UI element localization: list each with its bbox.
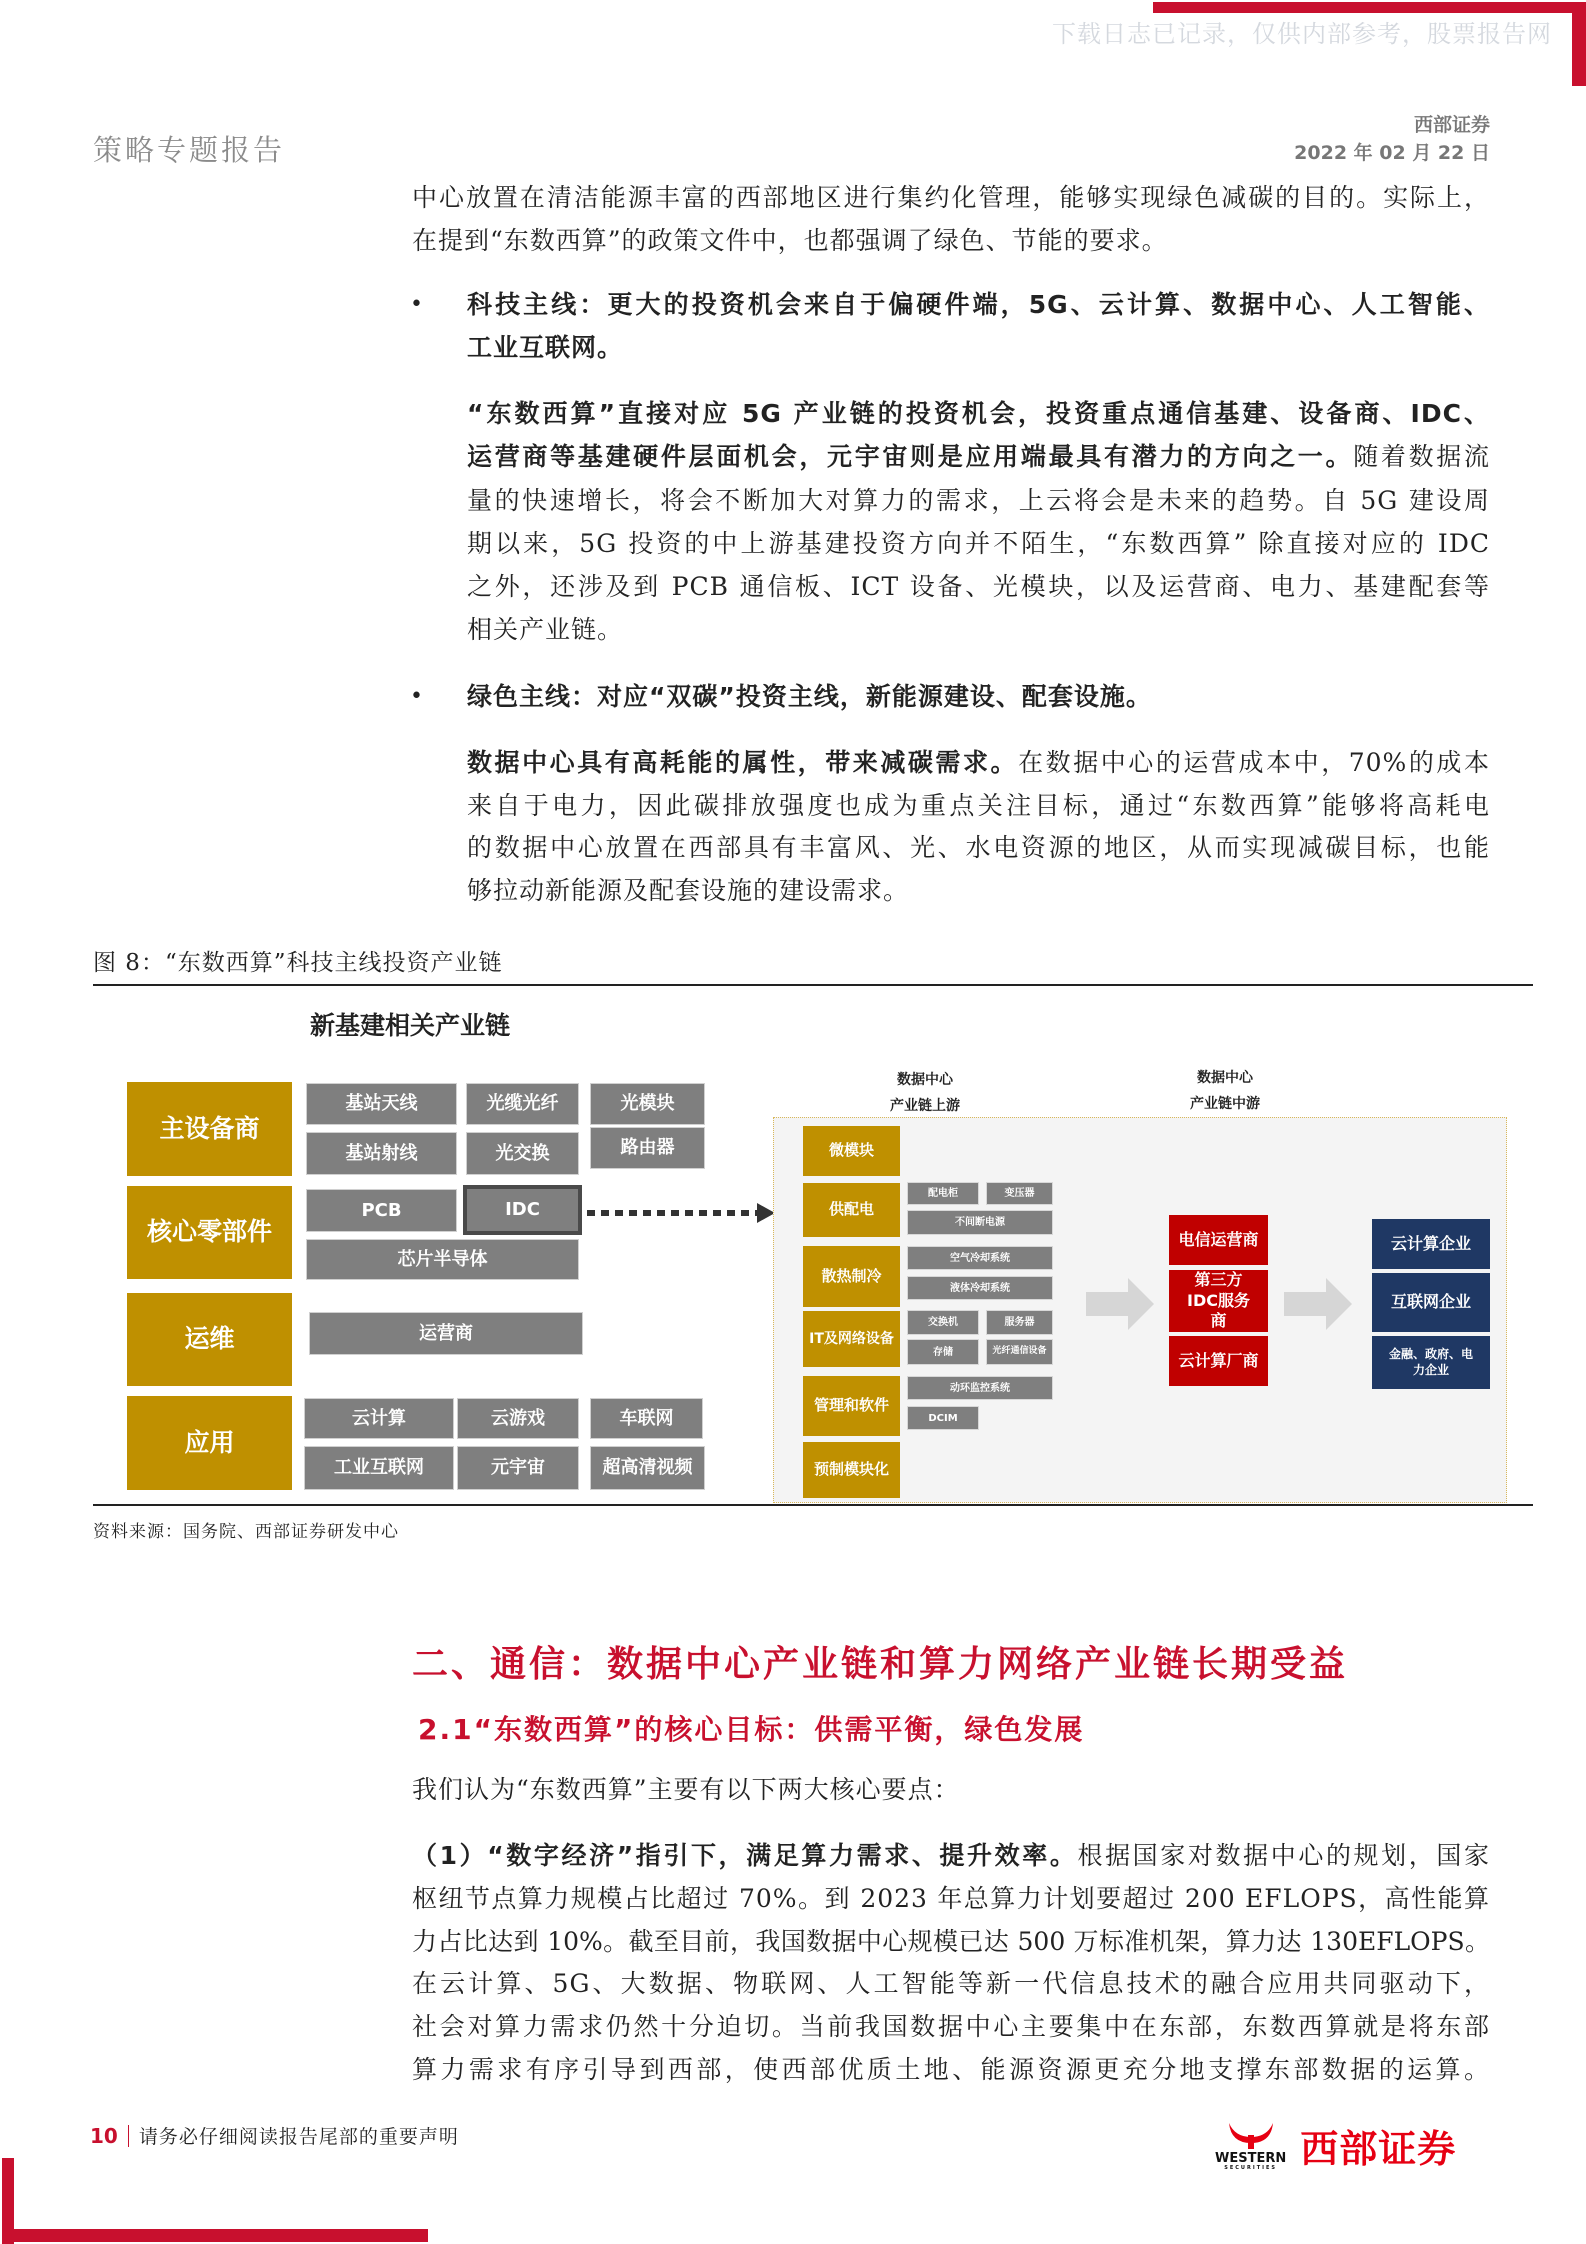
upstream-item: DCIM xyxy=(907,1406,979,1430)
flow-arrow-icon xyxy=(1086,1278,1156,1334)
upstream-item: 动环监控系统 xyxy=(907,1376,1053,1400)
upstream-item: 交换机 xyxy=(907,1310,979,1335)
downstream-box: 云计算企业 xyxy=(1372,1219,1490,1269)
bullet-tech: 科技主线：更大的投资机会来自于偏硬件端，5G、云计算、数据中心、人工智能、 xyxy=(467,290,1490,319)
corner-decoration-bottom-bar xyxy=(2,2229,428,2242)
bold-text: 数据中心具有高耗能的属性，带来减碳需求。 xyxy=(467,748,1019,777)
body-line: 量的快速增长，将会不断加大对算力的需求，上云将会是未来的趋势。自 5G 建设周 xyxy=(467,486,1490,515)
upstream-item: 变压器 xyxy=(986,1182,1053,1205)
text: 随着数据流 xyxy=(1353,442,1490,471)
item-box: 基站天线 xyxy=(306,1083,457,1125)
upstream-item: 不间断电源 xyxy=(907,1210,1053,1235)
item-box: 工业互联网 xyxy=(304,1446,454,1490)
watermark: 下载日志已记录，仅供内部参考，股票报告网 xyxy=(1052,20,1552,48)
category-main-equipment: 主设备商 xyxy=(127,1082,292,1176)
text: 根据国家对数据中心的规划，国家 xyxy=(1077,1841,1490,1870)
body-line: 社会对算力需求仍然十分迫切。当前我国数据中心主要集中在东部，东数西算就是将东部 xyxy=(412,2012,1490,2041)
figure-top-rule xyxy=(93,984,1533,986)
midstream-box: 第三方IDC服务商 xyxy=(1169,1270,1268,1332)
logo-cn: 西部证券 xyxy=(1300,2127,1457,2171)
dotted-arrow-icon xyxy=(587,1203,777,1227)
body-line: 在提到“东数西算”的政策文件中，也都强调了绿色、节能的要求。 xyxy=(412,226,1168,255)
section-heading: 二、通信：数据中心产业链和算力网络产业链长期受益 xyxy=(412,1644,1349,1685)
body-line: 来自于电力，因此碳排放强度也成为重点关注目标，通过“东数西算”能够将高耗电 xyxy=(467,791,1490,820)
item-box: 云计算 xyxy=(304,1398,454,1439)
upstream-category: 管理和软件 xyxy=(803,1376,900,1436)
upstream-item: 空气冷却系统 xyxy=(907,1246,1053,1270)
bullet-tech-cont: 工业互联网。 xyxy=(467,333,624,362)
broker-name: 西部证券 xyxy=(1413,114,1490,136)
upstream-item: 服务器 xyxy=(986,1310,1053,1335)
downstream-box: 互联网企业 xyxy=(1372,1273,1490,1332)
midstream-box: 云计算厂商 xyxy=(1169,1336,1268,1386)
item-box: 基站射线 xyxy=(306,1132,457,1175)
upstream-category: 微模块 xyxy=(803,1126,900,1176)
category-core-components: 核心零部件 xyxy=(127,1186,292,1279)
item-box: 超高清视频 xyxy=(590,1446,705,1490)
body-line: 我们认为“东数西算”主要有以下两大核心要点： xyxy=(412,1775,960,1804)
body-line: 之外，还涉及到 PCB 通信板、ICT 设备、光模块，以及运营商、电力、基建配套等 xyxy=(467,572,1490,601)
body-line: 中心放置在清洁能源丰富的西部地区进行集约化管理，能够实现绿色减碳的目的。实际上， xyxy=(412,183,1490,212)
body-line: 的数据中心放置在西部具有丰富风、光、水电资源的地区，从而实现减碳目标，也能 xyxy=(467,833,1490,862)
body-line: 在云计算、5G、大数据、物联网、人工智能等新一代信息技术的融合应用共同驱动下， xyxy=(412,1969,1490,1998)
item-box: PCB xyxy=(306,1189,457,1232)
upstream-item: 液体冷却系统 xyxy=(907,1276,1053,1300)
header-line: 数据中心 xyxy=(1197,1070,1253,1086)
downstream-box: 金融、政府、电力企业 xyxy=(1372,1336,1490,1389)
figure-caption: 图 8：“东数西算”科技主线投资产业链 xyxy=(93,950,503,976)
bullet-green: 绿色主线：对应“双碳”投资主线，新能源建设、配套设施。 xyxy=(467,682,1152,711)
body-line: 力占比达到 10%。截至目前，我国数据中心规模已达 500 万标准机架，算力达 130EFLOPS。 xyxy=(412,1927,1490,1956)
logo-en: WESTERN xyxy=(1215,2150,1287,2166)
bull-logo-icon xyxy=(1215,2121,1286,2171)
midstream-header xyxy=(1125,1065,1325,1117)
upstream-item: 光纤通信设备 xyxy=(986,1339,1053,1365)
body-line: “东数西算”直接对应 5G 产业链的投资机会，投资重点通信基建、设备商、IDC、 xyxy=(467,399,1490,428)
upstream-category: IT及网络设备 xyxy=(803,1311,900,1367)
category-operations: 运维 xyxy=(127,1293,292,1386)
bold-text: 运营商等基建硬件层面机会，元宇宙则是应用端最具有潜力的方向之一。 xyxy=(467,442,1354,471)
body-line: 够拉动新能源及配套设施的建设需求。 xyxy=(467,876,910,905)
company-logo xyxy=(1215,2118,1456,2173)
footer-notice: 请务必仔细阅读报告尾部的重要声明 xyxy=(138,2126,459,2148)
upstream-item: 配电柜 xyxy=(907,1182,979,1205)
figure-source: 资料来源：国务院、西部证券研发中心 xyxy=(93,1522,399,1542)
item-box: 运营商 xyxy=(309,1312,583,1355)
item-box: 路由器 xyxy=(590,1127,705,1169)
body-line: 相关产业链。 xyxy=(467,615,624,644)
footer-divider xyxy=(128,2125,129,2147)
diagram-title: 新基建相关产业链 xyxy=(309,1011,510,1040)
body-line: 枢纽节点算力规模占比超过 70%。到 2023 年总算力计划要超过 200 EFLOPS，高性能算 xyxy=(412,1884,1490,1913)
footer xyxy=(90,2122,459,2149)
item-box: 芯片半导体 xyxy=(306,1239,579,1280)
upstream-header xyxy=(825,1067,1025,1119)
body-line xyxy=(467,741,1490,784)
item-box: 车联网 xyxy=(590,1398,703,1439)
header-line: 产业链上游 xyxy=(890,1098,960,1114)
flow-arrow-icon xyxy=(1284,1278,1354,1334)
body-line xyxy=(467,435,1490,478)
bullet-icon: • xyxy=(410,684,423,709)
item-box: 光模块 xyxy=(590,1083,705,1125)
upstream-item: 存储 xyxy=(907,1339,979,1365)
bullet-icon: • xyxy=(410,292,423,317)
upstream-category: 散热制冷 xyxy=(803,1246,900,1307)
figure-bottom-rule xyxy=(93,1504,1533,1506)
item-box: 元宇宙 xyxy=(457,1446,579,1490)
item-box-idc-highlight: IDC xyxy=(463,1185,582,1235)
header-line: 产业链中游 xyxy=(1190,1096,1260,1112)
body-line: 期以来，5G 投资的中上游基建投资方向并不陌生，“东数西算” 除直接对应的 IDC xyxy=(467,529,1490,558)
upstream-category: 预制模块化 xyxy=(803,1442,900,1498)
text: 在数据中心的运营成本中，70%的成本 xyxy=(1018,748,1490,777)
subsection-heading: 2.1“东数西算”的核心目标：供需平衡，绿色发展 xyxy=(418,1713,1085,1746)
item-box: 云游戏 xyxy=(457,1398,579,1439)
page-number: 10 xyxy=(90,2123,118,2148)
upstream-category: 供配电 xyxy=(803,1183,900,1237)
report-type: 策略专题报告 xyxy=(93,133,286,167)
logo-en-sub: SECURITIES xyxy=(1224,2164,1277,2171)
report-date: 2022 年 02 月 22 日 xyxy=(1294,142,1490,164)
midstream-box: 电信运营商 xyxy=(1169,1215,1268,1265)
item-box: 光交换 xyxy=(466,1132,579,1175)
header-line: 数据中心 xyxy=(897,1072,953,1088)
body-line xyxy=(412,1834,1490,1877)
body-line: 算力需求有序引导到西部，使西部优质土地、能源资源更充分地支撑东部数据的运算。 xyxy=(412,2055,1490,2084)
corner-decoration-top-right xyxy=(1572,2,1586,86)
item-box: 光缆光纤 xyxy=(466,1083,579,1125)
corner-decoration-top xyxy=(1153,2,1586,13)
category-applications: 应用 xyxy=(127,1396,292,1490)
bold-text: （1）“数字经济”指引下，满足算力需求、提升效率。 xyxy=(412,1841,1078,1870)
